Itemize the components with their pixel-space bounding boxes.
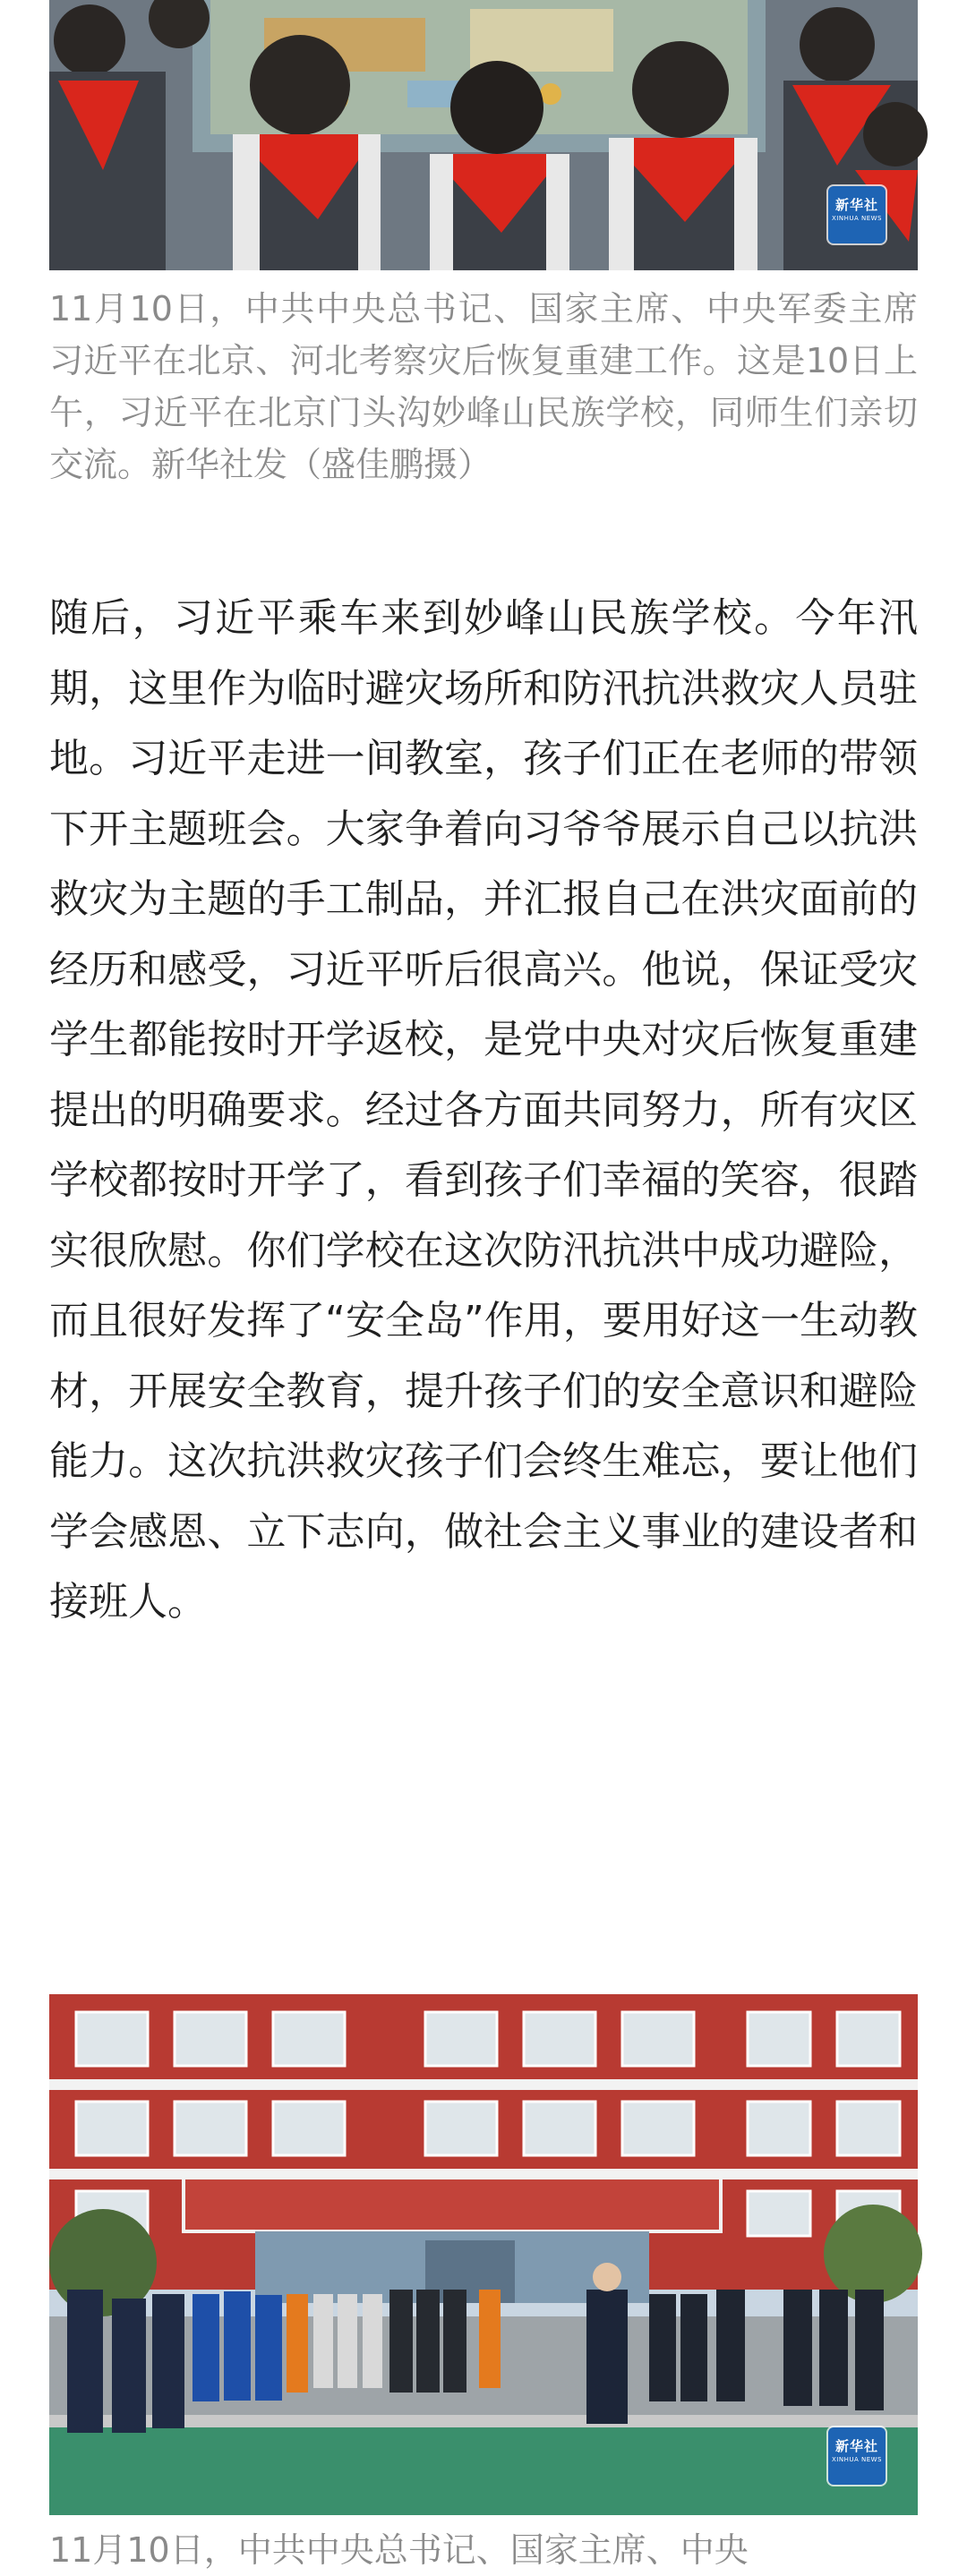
watermark-sublabel: XINHUA NEWS [831,2456,883,2463]
school-building-photo[interactable] [49,1994,918,2515]
watermark-sublabel: XINHUA NEWS [831,215,883,222]
article-paragraph: 随后，习近平乘车来到妙峰山民族学校。今年汛期，这里作为临时避灾场所和防汛抗洪救灾人员驻地。习近平走进一间教室，孩子们正在老师的带领下开主题班会。大家争着向习爷爷展示自己以抗洪救灾为主题的手工制品，并汇报自己在洪灾面前的经历和感受，习近平听后很高兴。他说，保证受灾学生都能按时开学返校，是党中央对灾后恢复重建提出的明确要求。经过各方面共同努力，所有灾区学校都按时开学了，看到孩子们幸福的笑容，很踏实很欣慰。你们学校在这次防汛抗洪中成功避险，而且很好发挥了“安全岛”作用，要用好这一生动教材，开展安全教育，提升孩子们的安全意识和避险能力。这次抗洪救灾孩子们会终生难忘，要让他们学会感恩、立下志向，做社会主义事业的建设者和接班人。 [49,595,918,1625]
classroom-photo-art [49,0,918,270]
xinhua-watermark [828,186,886,243]
classroom-photo[interactable] [49,0,918,270]
watermark-label: 新华社 [834,197,878,213]
watermark-label: 新华社 [834,2438,878,2454]
photo-caption: 11月10日，中共中央总书记、国家主席、中央 [49,2530,749,2570]
photo-caption: 11月10日，中共中央总书记、国家主席、中央军委主席习近平在北京、河北考察灾后恢复重建工作。这是10日上午，习近平在北京门头沟妙峰山民族学校，同师生们亲切交流。新华社发（盛佳鹏摄） [49,289,918,484]
xinhua-watermark [828,2427,886,2485]
school-building-photo-art [49,1994,918,2515]
